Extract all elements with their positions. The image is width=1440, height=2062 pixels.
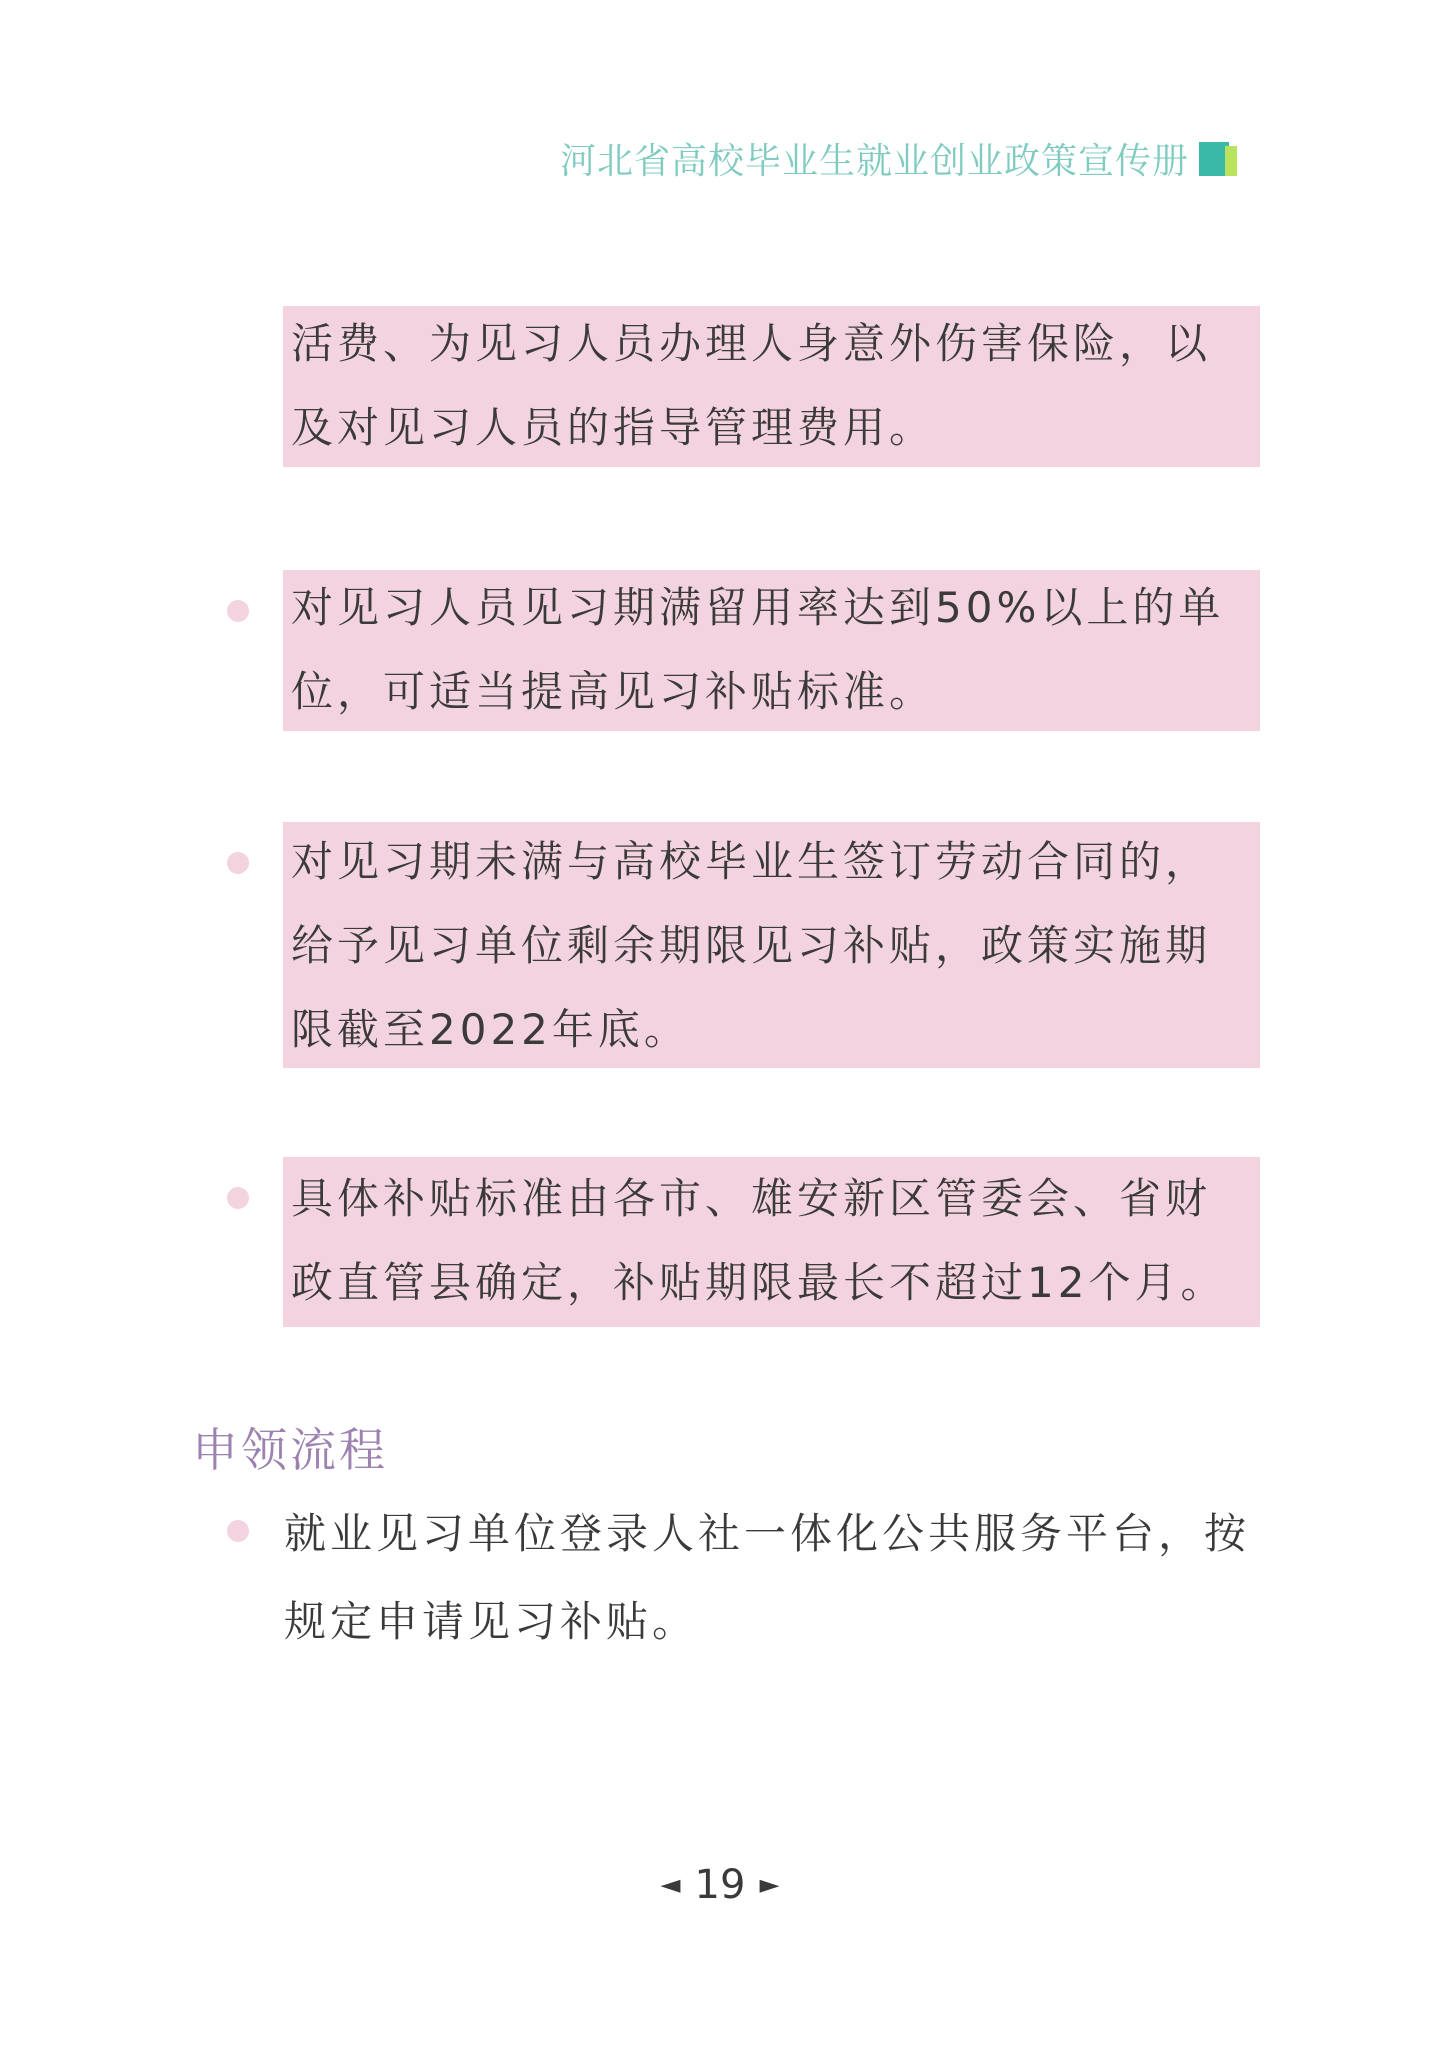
page-number-footer: [0, 1862, 1440, 1908]
document-title: 河北省高校毕业生就业创业政策宣传册: [559, 141, 1189, 182]
bullet-dot: [227, 852, 249, 874]
paragraph-text: 活费、为见习人员办理人身意外伤害保险，以及对见习人员的指导管理费用。: [291, 319, 1212, 452]
left-arrow-icon: ◄: [660, 1870, 681, 1900]
highlight-block: [283, 822, 1260, 1068]
paragraph-text: 对见习期未满与高校毕业生签订劳动合同的，给予见习单位剩余期限见习补贴，政策实施期限截至2022年底。: [291, 837, 1212, 1054]
bullet-dot: [227, 1520, 249, 1542]
paragraph-text: 对见习人员见习期满留用率达到50%以上的单位，可适当提高见习补贴标准。: [291, 583, 1225, 716]
highlight-block: [283, 570, 1260, 731]
bullet-dot: [227, 600, 249, 622]
right-arrow-icon: ►: [759, 1870, 780, 1900]
paragraph-text: 具体补贴标准由各市、雄安新区管委会、省财政直管县确定，补贴期限最长不超过12个月。: [291, 1174, 1227, 1307]
page-number: 19: [694, 1862, 746, 1908]
bullet-dot: [227, 1187, 249, 1209]
highlight-block: [283, 1157, 1260, 1327]
header-logo-mark: [1199, 142, 1237, 176]
section-item-text: 就业见习单位登录人社一体化公共服务平台，按规定申请见习补贴。: [284, 1509, 1251, 1646]
highlight-block: [283, 306, 1260, 467]
document-header: [560, 133, 1237, 184]
header-mark-bar: [1225, 146, 1237, 176]
section-heading: 申领流程: [192, 1423, 388, 1477]
